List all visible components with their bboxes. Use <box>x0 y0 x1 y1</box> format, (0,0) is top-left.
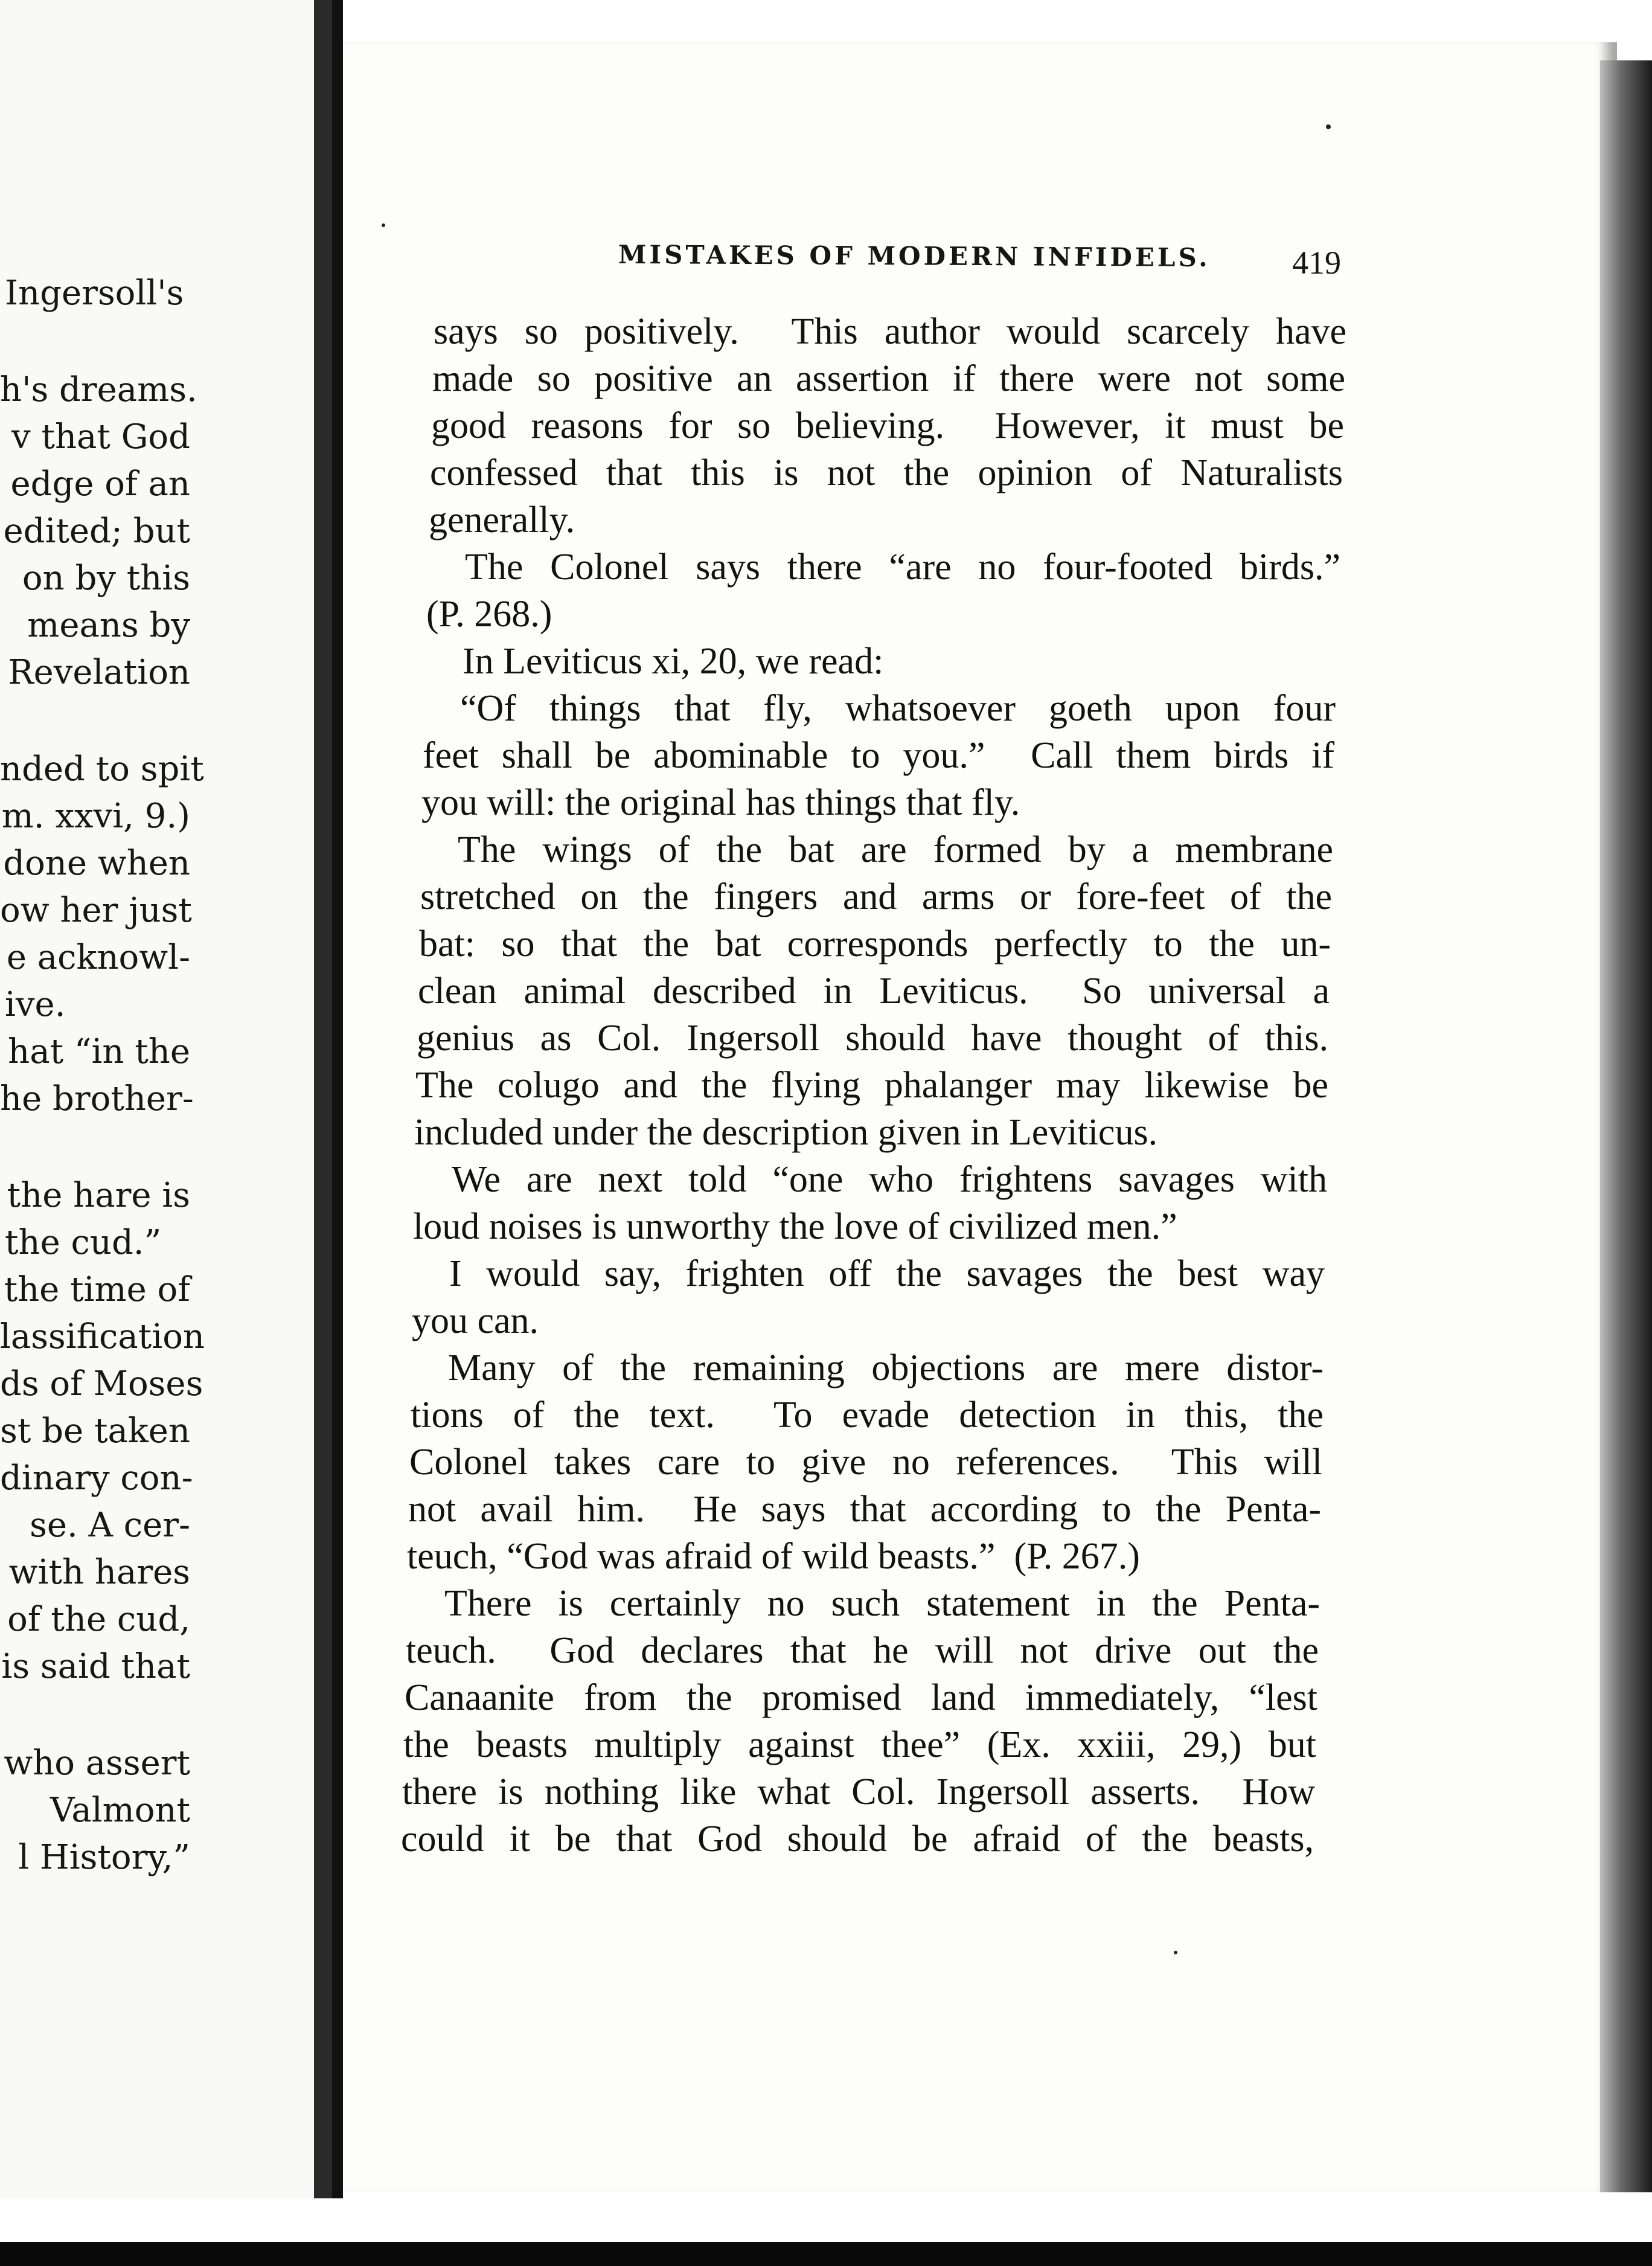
facing-line: edge of an <box>10 464 190 504</box>
facing-line: Revelation <box>8 653 190 692</box>
body-line: Colonel takes care to give no references. This will <box>409 1442 1322 1483</box>
body-line: there is nothing like what Col. Ingersoll asserts. How <box>402 1771 1315 1812</box>
page-number: 419 <box>1292 245 1341 281</box>
body-line: generally. <box>429 499 575 541</box>
facing-line: he brother- <box>0 1079 194 1119</box>
body-line: Canaanite from the promised land immediately, “lest <box>405 1677 1317 1718</box>
body-line: bat: so that the bat corresponds perfectly to the un- <box>419 923 1331 964</box>
body-line: “Of things that fly, whatsoever goeth upon four <box>460 688 1336 729</box>
facing-line: the cud.” <box>5 1223 162 1262</box>
body-line: says so positively. This author would scarcely have <box>434 311 1346 352</box>
body-line: The Colonel says there “are no four-footed birds.” <box>465 547 1340 588</box>
facing-line: ive. <box>5 985 66 1024</box>
body-line: you will: the original has things that fly. <box>421 782 1020 823</box>
body-line: included under the description given in Leviticus. <box>414 1112 1158 1153</box>
facing-line: dinary con- <box>0 1459 193 1498</box>
body-line: confessed that this is not the opinion of Naturalists <box>430 452 1343 493</box>
body-line: teuch. God declares that he will not drive out the <box>406 1630 1319 1671</box>
facing-line: lassification <box>0 1317 205 1356</box>
body-line: tions of the text. To evade detection in this, the <box>411 1395 1324 1436</box>
facing-line: v that God <box>11 417 190 457</box>
facing-line: ds of Moses <box>0 1364 203 1404</box>
facing-line: who assert <box>4 1744 190 1783</box>
facing-line: on by this <box>22 559 190 598</box>
body-line: could it be that God should be afraid of the beasts, <box>401 1818 1314 1860</box>
facing-line: done when <box>3 844 190 883</box>
facing-line: st be taken <box>0 1411 190 1451</box>
facing-line: of the cud, <box>7 1600 190 1639</box>
facing-line: l History,” <box>18 1838 190 1877</box>
body-line: you can. <box>412 1300 539 1341</box>
facing-line: Valmont <box>50 1791 190 1830</box>
facing-line: the time of <box>4 1270 190 1309</box>
facing-line: Ingersoll's <box>5 274 184 313</box>
facing-line: h's dreams. <box>0 370 197 409</box>
body-line: clean animal described in Leviticus. So universal a <box>418 971 1330 1012</box>
body-line: the beasts multiply against thee” (Ex. xxiii, 29,) but <box>403 1724 1316 1765</box>
facing-line: the hare is <box>7 1176 190 1215</box>
running-title: MISTAKES OF MODERN INFIDELS. <box>618 239 1211 272</box>
body-line: (P. 268.) <box>426 594 552 635</box>
body-line: teuch, “God was afraid of wild beasts.” (P. 267.) <box>407 1536 1140 1577</box>
body-line: There is certainly no such statement in the Penta- <box>444 1583 1320 1624</box>
facing-line: means by <box>27 606 190 645</box>
facing-line: m. xxvi, 9.) <box>1 797 190 836</box>
body-line: made so positive an assertion if there were not some <box>432 358 1345 399</box>
body-line: genius as Col. Ingersoll should have thought of this. <box>417 1018 1328 1059</box>
body-line: loud noises is unworthy the love of civilized men.” <box>413 1206 1177 1247</box>
body-line: feet shall be abominable to you.” Call them birds if <box>423 735 1334 776</box>
facing-line: with hares <box>8 1553 190 1592</box>
body-line: stretched on the fingers and arms or fore-feet of the <box>420 876 1332 917</box>
body-line: not avail him. He says that according to the Penta- <box>408 1489 1321 1530</box>
body-line: The colugo and the flying phalanger may likewise be <box>415 1065 1328 1106</box>
facing-line: ow her just <box>0 891 192 930</box>
body-line: Many of the remaining objections are mere distor- <box>448 1347 1324 1388</box>
body-line: The wings of the bat are formed by a membrane <box>458 829 1333 870</box>
body-line: We are next told “one who frightens savages with <box>452 1159 1327 1200</box>
body-line: good reasons for so believing. However, it must be <box>431 405 1344 446</box>
body-line: I would say, frighten off the savages the best way <box>449 1253 1325 1294</box>
facing-line: e acknowl- <box>6 938 190 977</box>
facing-line: se. A cer- <box>30 1506 190 1545</box>
facing-line: edited; but <box>3 512 190 551</box>
facing-line: is said that <box>1 1647 190 1686</box>
facing-line: nded to spit <box>0 749 204 789</box>
facing-line: hat “in the <box>8 1032 190 1071</box>
body-line: In Leviticus xi, 20, we read: <box>463 641 884 682</box>
